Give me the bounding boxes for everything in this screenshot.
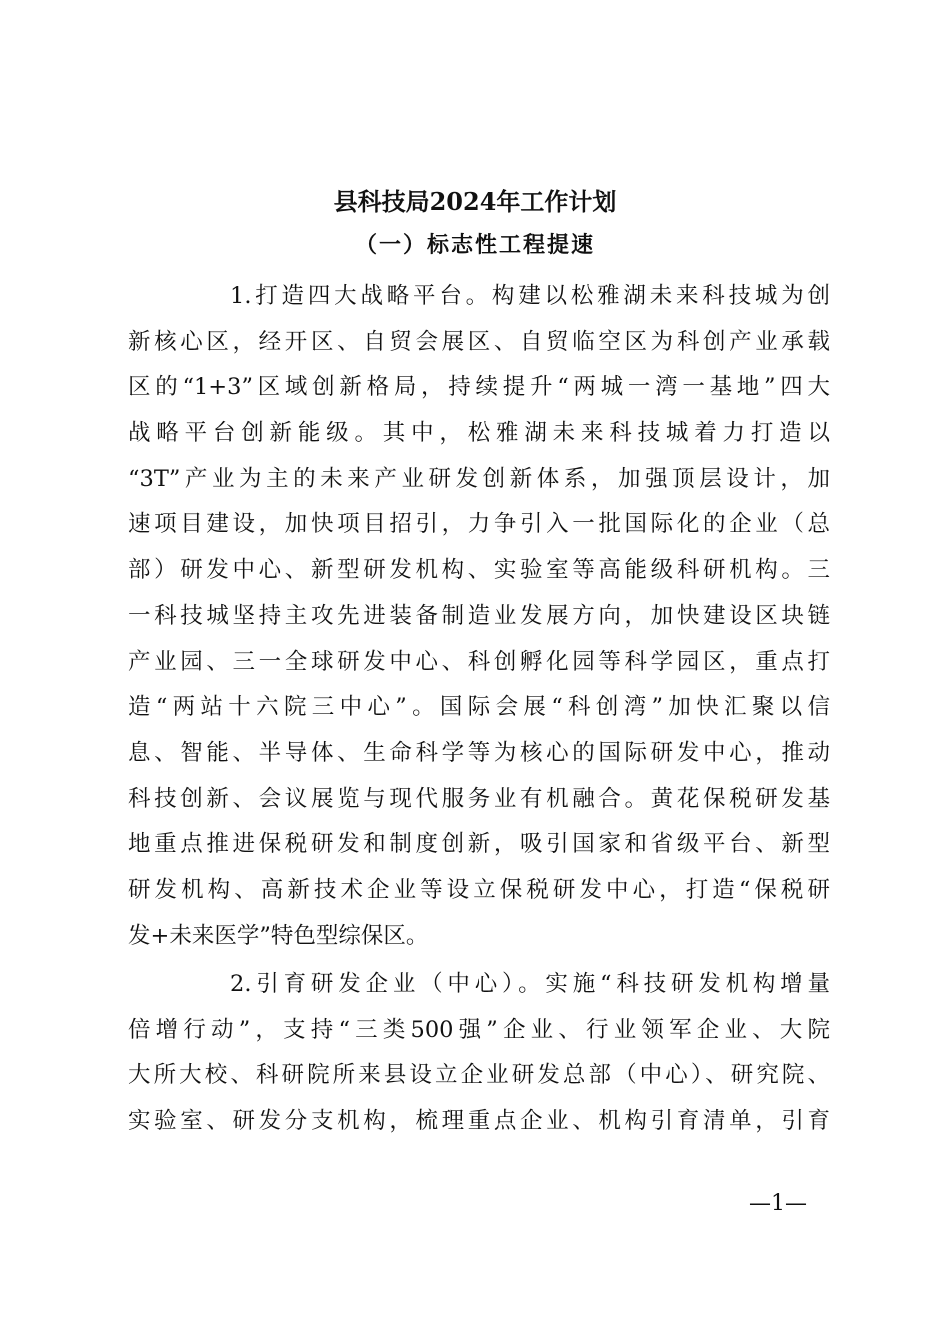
paragraph-1 <box>128 274 830 959</box>
paragraph-line: 2.引育研发企业（中心）。实施“科技研发机构增量 <box>230 971 830 997</box>
paragraph-line: 造“两站十六院三中心”。国际会展“科创湾”加快汇聚以信 <box>128 694 830 721</box>
paragraph-line: 倍增行动”，支持“三类500强”企业、行业领军企业、大院 <box>128 1016 830 1043</box>
paragraph-line: 部）研发中心、新型研发机构、实验室等高能级科研机构。三 <box>128 557 830 584</box>
paragraph-line: 研发机构、高新技术企业等设立保税研发中心，打造“保税研 <box>128 876 830 903</box>
paragraph-line: 发+未来医学”特色型综保区。 <box>128 922 429 949</box>
paragraph-line: 地重点推进保税研发和制度创新，吸引国家和省级平台、新型 <box>128 831 830 858</box>
paragraph-2 <box>128 962 830 1145</box>
paragraph-line: 新核心区，经开区、自贸会展区、自贸临空区为科创产业承载 <box>128 328 830 355</box>
paragraph-line: 大所大校、科研院所来县设立企业研发总部（中心）、研究院、 <box>128 1062 830 1089</box>
document-title: 县科技局2024年工作计划 <box>333 187 617 216</box>
paragraph-line: 一科技城坚持主攻先进装备制造业发展方向，加快建设区块链 <box>128 602 830 629</box>
paragraph-line: 区的“1+3”区域创新格局，持续提升“两城一湾一基地”四大 <box>128 374 830 401</box>
paragraph-line: “3T”产业为主的未来产业研发创新体系，加强顶层设计，加 <box>128 465 830 492</box>
paragraph-line: 产业园、三一全球研发中心、科创孵化园等科学园区，重点打 <box>128 648 830 675</box>
section-heading: （一）标志性工程提速 <box>354 233 595 258</box>
paragraph-line: 息、智能、半导体、生命科学等为核心的国际研发中心，推动 <box>128 739 830 766</box>
paragraph-line: 实验室、研发分支机构，梳理重点企业、机构引育清单，引育 <box>128 1108 830 1135</box>
page-number: —1— <box>749 1191 807 1216</box>
paragraph-line: 战略平台创新能级。其中，松雅湖未来科技城着力打造以 <box>128 420 830 447</box>
paragraph-line: 1.打造四大战略平台。构建以松雅湖未来科技城为创 <box>230 283 830 309</box>
paragraph-line: 科技创新、会议展览与现代服务业有机融合。黄花保税研发基 <box>128 785 830 812</box>
paragraph-line: 速项目建设，加快项目招引，力争引入一批国际化的企业（总 <box>128 511 830 538</box>
